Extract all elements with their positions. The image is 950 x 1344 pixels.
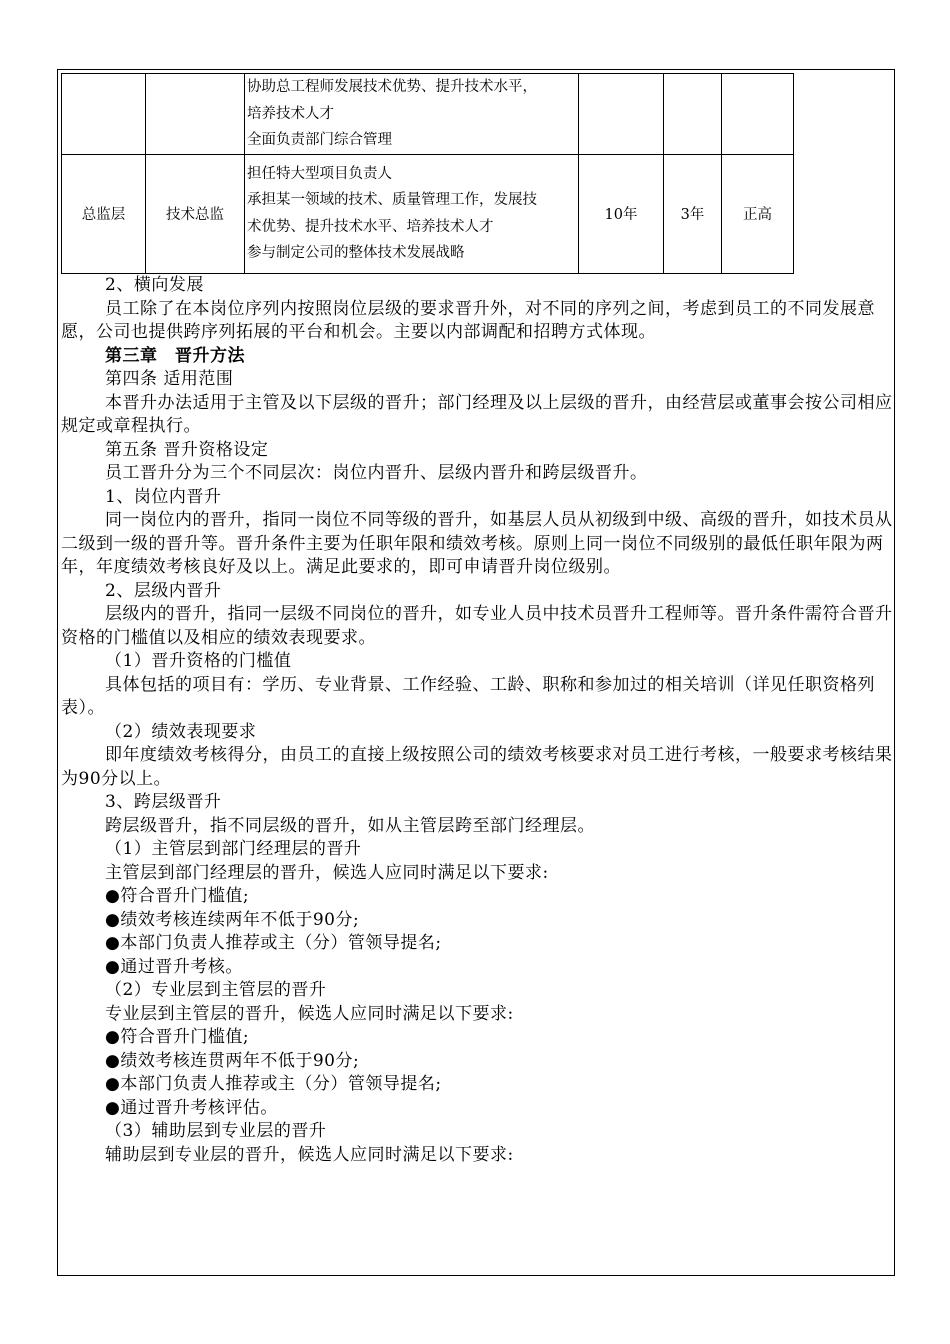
chapter-heading: 第三章 晋升方法 (105, 345, 245, 366)
subsection-heading: （2）绩效表现要求 (105, 721, 257, 742)
bullet-item: ●本部门负责人推荐或主（分）管领导提名; (105, 933, 442, 953)
tenure-cell (664, 74, 722, 155)
table-row (62, 74, 794, 155)
section-heading: 2、横向发展 (105, 275, 204, 295)
article-heading: 第四条 适用范围 (105, 369, 234, 389)
duty-line: 术优势、提升技术水平、培养技术人才 (247, 218, 494, 235)
paragraph: 主管层到部门经理层的晋升，候选人应同时满足以下要求: (105, 862, 549, 883)
bullet-item: ●符合晋升门槛值; (105, 886, 250, 906)
years-cell: 10年 (579, 154, 664, 273)
paragraph: 本晋升办法适用于主管及以下层级的晋升；部门经理及以上层级的晋升，由经营层或董事会按公司相应规定或章程执行。 (61, 392, 893, 436)
subsection-heading: （3）辅助层到专业层的晋升 (105, 1121, 327, 1141)
paragraph: 专业层到主管层的晋升，候选人应同时满足以下要求: (105, 1003, 514, 1024)
paragraph: 即年度绩效考核得分，由员工的直接上级按照公司的绩效考核要求对员工进行考核，一般要求考核结果为90分以上。 (61, 745, 893, 789)
duty-line: 培养技术人才 (247, 105, 334, 122)
bullet-item: ●通过晋升考核评估。 (105, 1097, 278, 1118)
article-heading: 第五条 晋升资格设定 (105, 439, 269, 460)
career-path-table (61, 73, 794, 274)
paragraph: 员工除了在本岗位序列内按照岗位层级的要求晋升外，对不同的序列之间，考虑到员工的不同发展意愿，公司也提供跨序列拓展的平台和机会。主要以内部调配和招聘方式体现。 (61, 298, 875, 342)
bullet-item: ●本部门负责人推荐或主（分）管领导提名; (105, 1074, 442, 1094)
paragraph: 跨层级晋升，指不同层级的晋升，如从主管层跨至部门经理层。 (105, 815, 595, 836)
position-cell (146, 74, 245, 155)
subsection-heading: （1）晋升资格的门槛值 (105, 651, 292, 671)
bullet-item: ●绩效考核连续两年不低于90分; (105, 909, 360, 930)
paragraph: 层级内的晋升，指同一层级不同岗位的晋升，如专业人员中技术员晋升工程师等。晋升条件需符合晋升资格的门槛值以及相应的绩效表现要求。 (61, 604, 893, 648)
section-heading: 2、层级内晋升 (105, 580, 222, 601)
years-cell (579, 74, 664, 155)
title-cell: 正高 (722, 154, 794, 273)
bullet-item: ●符合晋升门槛值; (105, 1027, 250, 1047)
bullet-item: ●通过晋升考核。 (105, 956, 243, 977)
position-cell: 技术总监 (146, 154, 245, 273)
paragraph: 辅助层到专业层的晋升，候选人应同时满足以下要求: (105, 1144, 514, 1165)
duty-line: 全面负责部门综合管理 (247, 132, 392, 148)
bullet-item: ●绩效考核连贯两年不低于90分; (105, 1050, 360, 1071)
duties-cell (245, 154, 579, 273)
paragraph: 员工晋升分为三个不同层次：岗位内晋升、层级内晋升和跨层级晋升。 (105, 463, 648, 483)
duty-line: 协助总工程师发展技术优势、提升技术水平， (247, 79, 537, 95)
duty-line: 承担某一领域的技术、质量管理工作，发展技 (247, 192, 537, 208)
paragraph: 具体包括的项目有：学历、专业背景、工作经验、工龄、职称和参加过的相关培训（详见任职资格列表）。 (61, 674, 875, 718)
section-heading: 1、岗位内晋升 (105, 486, 222, 507)
subsection-heading: （2）专业层到主管层的晋升 (105, 980, 327, 1000)
layer-cell (62, 74, 146, 155)
duty-line: 担任特大型项目负责人 (247, 165, 392, 182)
section-heading: 3、跨层级晋升 (105, 792, 222, 812)
document-body (61, 274, 893, 1167)
subsection-heading: （1）主管层到部门经理层的晋升 (105, 839, 362, 859)
tenure-cell: 3年 (664, 154, 722, 273)
duty-line: 参与制定公司的整体技术发展战略 (247, 245, 465, 261)
duties-cell (245, 74, 579, 155)
paragraph: 同一岗位内的晋升，指同一岗位不同等级的晋升，如基层人员从初级到中级、高级的晋升，如技术员从二级到一级的晋升等。晋升条件主要为任职年限和绩效考核。原则上同一岗位不同级别的最低任职年限为两年，年度绩效考核良好及以上。满足此要求的，即可申请晋升岗位级别。 (61, 510, 893, 577)
title-cell (722, 74, 794, 155)
table-row (62, 154, 794, 273)
layer-cell: 总监层 (62, 154, 146, 273)
